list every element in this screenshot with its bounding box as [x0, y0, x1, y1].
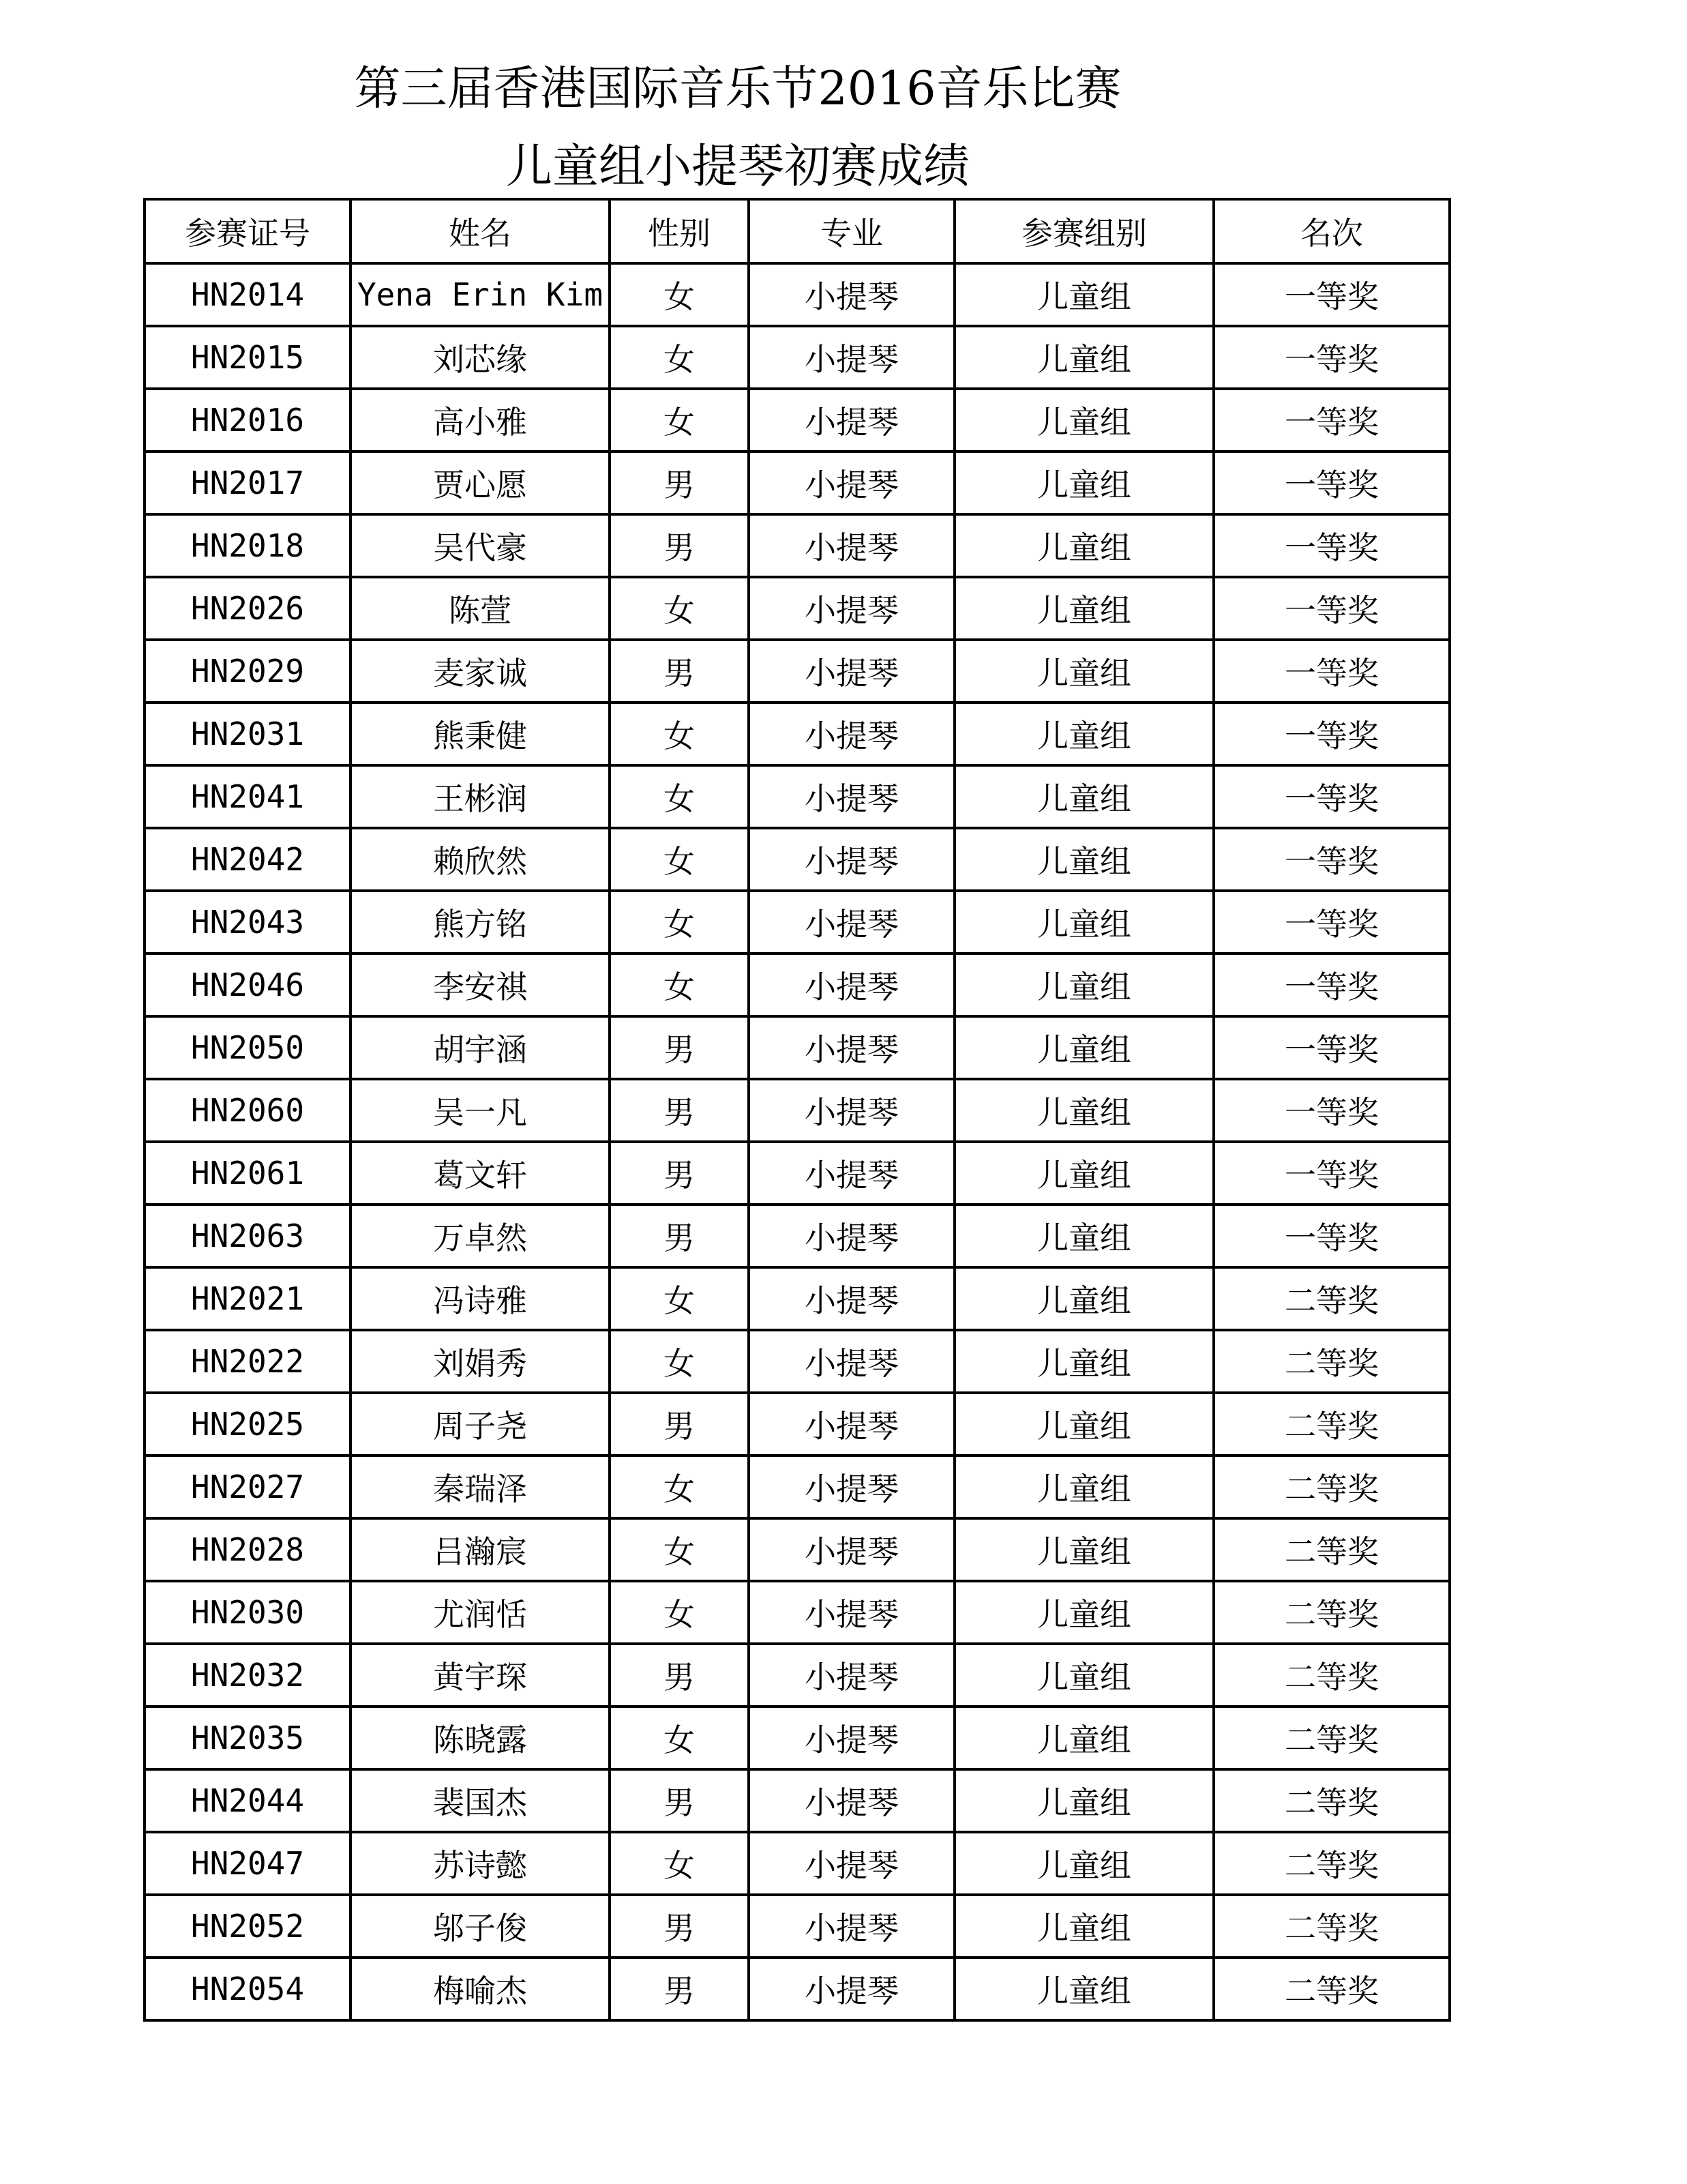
cell-rank: 一等奖 — [1214, 765, 1450, 828]
table-row — [145, 1330, 1450, 1393]
cell-rank: 一等奖 — [1214, 326, 1450, 389]
table-row — [145, 1832, 1450, 1895]
table-row — [145, 891, 1450, 954]
cell-major: 小提琴 — [749, 514, 955, 577]
cell-gender: 女 — [610, 1832, 749, 1895]
table-row — [145, 1958, 1450, 2020]
table-row — [145, 1016, 1450, 1079]
header-group: 参赛组别 — [955, 199, 1214, 263]
cell-rank: 一等奖 — [1214, 1142, 1450, 1205]
table-row — [145, 828, 1450, 891]
cell-gender: 女 — [610, 1456, 749, 1518]
cell-id: HN2041 — [145, 765, 350, 828]
cell-major: 小提琴 — [749, 1456, 955, 1518]
cell-name: 王彬润 — [350, 765, 610, 828]
cell-major: 小提琴 — [749, 1330, 955, 1393]
cell-group: 儿童组 — [955, 1707, 1214, 1769]
cell-name: 周子尧 — [350, 1393, 610, 1456]
cell-id: HN2015 — [145, 326, 350, 389]
cell-name: Yena Erin Kim — [350, 263, 610, 326]
cell-group: 儿童组 — [955, 1958, 1214, 2020]
table-row — [145, 263, 1450, 326]
table-row — [145, 1518, 1450, 1581]
cell-name: 刘娟秀 — [350, 1330, 610, 1393]
cell-group: 儿童组 — [955, 1079, 1214, 1142]
cell-id: HN2027 — [145, 1456, 350, 1518]
cell-id: HN2016 — [145, 389, 350, 452]
table-row — [145, 640, 1450, 703]
cell-name: 邬子俊 — [350, 1895, 610, 1958]
cell-id: HN2060 — [145, 1079, 350, 1142]
cell-id: HN2054 — [145, 1958, 350, 2020]
cell-rank: 二等奖 — [1214, 1832, 1450, 1895]
cell-id: HN2030 — [145, 1581, 350, 1644]
cell-major: 小提琴 — [749, 1267, 955, 1330]
cell-group: 儿童组 — [955, 765, 1214, 828]
cell-group: 儿童组 — [955, 1895, 1214, 1958]
cell-id: HN2044 — [145, 1769, 350, 1832]
header-major: 专业 — [749, 199, 955, 263]
cell-id: HN2042 — [145, 828, 350, 891]
cell-rank: 一等奖 — [1214, 577, 1450, 640]
cell-rank: 二等奖 — [1214, 1518, 1450, 1581]
cell-group: 儿童组 — [955, 891, 1214, 954]
cell-id: HN2043 — [145, 891, 350, 954]
cell-group: 儿童组 — [955, 1142, 1214, 1205]
cell-major: 小提琴 — [749, 1707, 955, 1769]
cell-id: HN2028 — [145, 1518, 350, 1581]
cell-group: 儿童组 — [955, 452, 1214, 514]
table-row — [145, 765, 1450, 828]
cell-rank: 一等奖 — [1214, 1079, 1450, 1142]
cell-gender: 男 — [610, 1205, 749, 1267]
cell-major: 小提琴 — [749, 1142, 955, 1205]
cell-major: 小提琴 — [749, 1769, 955, 1832]
cell-gender: 男 — [610, 640, 749, 703]
table-row — [145, 1895, 1450, 1958]
cell-id: HN2032 — [145, 1644, 350, 1707]
cell-group: 儿童组 — [955, 1456, 1214, 1518]
cell-major: 小提琴 — [749, 1518, 955, 1581]
header-gender: 性别 — [610, 199, 749, 263]
cell-id: HN2047 — [145, 1832, 350, 1895]
cell-major: 小提琴 — [749, 765, 955, 828]
cell-name: 苏诗懿 — [350, 1832, 610, 1895]
table-row — [145, 703, 1450, 765]
cell-id: HN2026 — [145, 577, 350, 640]
cell-id: HN2014 — [145, 263, 350, 326]
cell-major: 小提琴 — [749, 1079, 955, 1142]
cell-rank: 二等奖 — [1214, 1330, 1450, 1393]
cell-major: 小提琴 — [749, 1644, 955, 1707]
cell-group: 儿童组 — [955, 326, 1214, 389]
cell-group: 儿童组 — [955, 828, 1214, 891]
cell-group: 儿童组 — [955, 1769, 1214, 1832]
cell-id: HN2018 — [145, 514, 350, 577]
cell-rank: 一等奖 — [1214, 514, 1450, 577]
cell-name: 陈晓露 — [350, 1707, 610, 1769]
cell-gender: 男 — [610, 1769, 749, 1832]
cell-group: 儿童组 — [955, 514, 1214, 577]
cell-group: 儿童组 — [955, 1581, 1214, 1644]
cell-rank: 二等奖 — [1214, 1895, 1450, 1958]
cell-id: HN2035 — [145, 1707, 350, 1769]
cell-name: 黄宇琛 — [350, 1644, 610, 1707]
cell-gender: 男 — [610, 1079, 749, 1142]
cell-rank: 二等奖 — [1214, 1393, 1450, 1456]
cell-gender: 男 — [610, 1895, 749, 1958]
cell-id: HN2022 — [145, 1330, 350, 1393]
table-row — [145, 954, 1450, 1016]
cell-rank: 二等奖 — [1214, 1707, 1450, 1769]
cell-major: 小提琴 — [749, 1581, 955, 1644]
cell-rank: 一等奖 — [1214, 452, 1450, 514]
cell-rank: 一等奖 — [1214, 1016, 1450, 1079]
cell-rank: 一等奖 — [1214, 1205, 1450, 1267]
cell-major: 小提琴 — [749, 1016, 955, 1079]
table-row — [145, 1644, 1450, 1707]
cell-gender: 女 — [610, 1267, 749, 1330]
table-row — [145, 1079, 1450, 1142]
cell-major: 小提琴 — [749, 1205, 955, 1267]
cell-id: HN2021 — [145, 1267, 350, 1330]
cell-group: 儿童组 — [955, 1518, 1214, 1581]
cell-gender: 女 — [610, 1707, 749, 1769]
cell-gender: 女 — [610, 703, 749, 765]
cell-id: HN2046 — [145, 954, 350, 1016]
cell-group: 儿童组 — [955, 1267, 1214, 1330]
cell-gender: 女 — [610, 954, 749, 1016]
cell-major: 小提琴 — [749, 1895, 955, 1958]
document-subtitle: 儿童组小提琴初赛成绩 — [505, 140, 970, 194]
table-row — [145, 1769, 1450, 1832]
cell-gender: 男 — [610, 1142, 749, 1205]
cell-gender: 男 — [610, 1644, 749, 1707]
cell-group: 儿童组 — [955, 1832, 1214, 1895]
cell-group: 儿童组 — [955, 1330, 1214, 1393]
cell-rank: 一等奖 — [1214, 263, 1450, 326]
cell-rank: 一等奖 — [1214, 828, 1450, 891]
cell-rank: 一等奖 — [1214, 703, 1450, 765]
table-row — [145, 1267, 1450, 1330]
table-row — [145, 1205, 1450, 1267]
table-row — [145, 577, 1450, 640]
cell-gender: 女 — [610, 263, 749, 326]
cell-gender: 女 — [610, 891, 749, 954]
header-id: 参赛证号 — [145, 199, 350, 263]
cell-name: 熊秉健 — [350, 703, 610, 765]
cell-major: 小提琴 — [749, 703, 955, 765]
cell-gender: 男 — [610, 1958, 749, 2020]
cell-name: 熊方铭 — [350, 891, 610, 954]
cell-rank: 一等奖 — [1214, 954, 1450, 1016]
cell-name: 梅喻杰 — [350, 1958, 610, 2020]
cell-major: 小提琴 — [749, 1832, 955, 1895]
cell-id: HN2031 — [145, 703, 350, 765]
table-row — [145, 1456, 1450, 1518]
cell-name: 裴国杰 — [350, 1769, 610, 1832]
cell-id: HN2025 — [145, 1393, 350, 1456]
cell-rank: 二等奖 — [1214, 1958, 1450, 2020]
cell-id: HN2061 — [145, 1142, 350, 1205]
header-name: 姓名 — [350, 199, 610, 263]
cell-name: 刘芯缘 — [350, 326, 610, 389]
cell-rank: 二等奖 — [1214, 1769, 1450, 1832]
cell-gender: 女 — [610, 765, 749, 828]
table-row — [145, 326, 1450, 389]
cell-major: 小提琴 — [749, 263, 955, 326]
table-row — [145, 1581, 1450, 1644]
cell-name: 李安祺 — [350, 954, 610, 1016]
cell-gender: 女 — [610, 1518, 749, 1581]
cell-name: 尤润恬 — [350, 1581, 610, 1644]
cell-gender: 女 — [610, 1581, 749, 1644]
cell-major: 小提琴 — [749, 452, 955, 514]
table-row — [145, 389, 1450, 452]
document-title: 第三届香港国际音乐节2016音乐比赛 — [354, 62, 1122, 116]
cell-id: HN2017 — [145, 452, 350, 514]
cell-gender: 女 — [610, 1330, 749, 1393]
cell-name: 秦瑞泽 — [350, 1456, 610, 1518]
cell-rank: 一等奖 — [1214, 640, 1450, 703]
cell-gender: 女 — [610, 577, 749, 640]
cell-gender: 男 — [610, 1016, 749, 1079]
cell-major: 小提琴 — [749, 1393, 955, 1456]
table-row — [145, 514, 1450, 577]
table-body — [145, 263, 1450, 2020]
table-row — [145, 1707, 1450, 1769]
cell-id: HN2052 — [145, 1895, 350, 1958]
table-row — [145, 452, 1450, 514]
cell-major: 小提琴 — [749, 389, 955, 452]
cell-group: 儿童组 — [955, 640, 1214, 703]
cell-major: 小提琴 — [749, 891, 955, 954]
cell-group: 儿童组 — [955, 263, 1214, 326]
table-row — [145, 1393, 1450, 1456]
cell-group: 儿童组 — [955, 954, 1214, 1016]
cell-major: 小提琴 — [749, 954, 955, 1016]
cell-group: 儿童组 — [955, 1205, 1214, 1267]
cell-name: 陈萱 — [350, 577, 610, 640]
cell-name: 吴代豪 — [350, 514, 610, 577]
cell-gender: 女 — [610, 389, 749, 452]
cell-name: 万卓然 — [350, 1205, 610, 1267]
cell-major: 小提琴 — [749, 1958, 955, 2020]
cell-gender: 男 — [610, 1393, 749, 1456]
cell-name: 麦家诚 — [350, 640, 610, 703]
cell-rank: 一等奖 — [1214, 389, 1450, 452]
cell-group: 儿童组 — [955, 1393, 1214, 1456]
header-rank: 名次 — [1214, 199, 1450, 263]
cell-group: 儿童组 — [955, 577, 1214, 640]
cell-rank: 二等奖 — [1214, 1644, 1450, 1707]
cell-id: HN2050 — [145, 1016, 350, 1079]
cell-name: 葛文轩 — [350, 1142, 610, 1205]
cell-major: 小提琴 — [749, 828, 955, 891]
table-row — [145, 1142, 1450, 1205]
cell-group: 儿童组 — [955, 1016, 1214, 1079]
cell-rank: 二等奖 — [1214, 1581, 1450, 1644]
cell-name: 贾心愿 — [350, 452, 610, 514]
cell-rank: 一等奖 — [1214, 891, 1450, 954]
cell-major: 小提琴 — [749, 640, 955, 703]
cell-name: 冯诗雅 — [350, 1267, 610, 1330]
cell-gender: 女 — [610, 828, 749, 891]
cell-name: 吕瀚宸 — [350, 1518, 610, 1581]
cell-rank: 二等奖 — [1214, 1267, 1450, 1330]
cell-name: 赖欣然 — [350, 828, 610, 891]
cell-name: 胡宇涵 — [350, 1016, 610, 1079]
cell-group: 儿童组 — [955, 703, 1214, 765]
header-row — [145, 199, 1450, 263]
cell-id: HN2063 — [145, 1205, 350, 1267]
cell-group: 儿童组 — [955, 389, 1214, 452]
cell-gender: 女 — [610, 326, 749, 389]
cell-id: HN2029 — [145, 640, 350, 703]
cell-rank: 二等奖 — [1214, 1456, 1450, 1518]
cell-major: 小提琴 — [749, 577, 955, 640]
table-header — [145, 199, 1450, 263]
cell-gender: 男 — [610, 452, 749, 514]
results-table — [143, 198, 1451, 2022]
cell-name: 吴一凡 — [350, 1079, 610, 1142]
cell-name: 高小雅 — [350, 389, 610, 452]
cell-gender: 男 — [610, 514, 749, 577]
cell-major: 小提琴 — [749, 326, 955, 389]
cell-group: 儿童组 — [955, 1644, 1214, 1707]
